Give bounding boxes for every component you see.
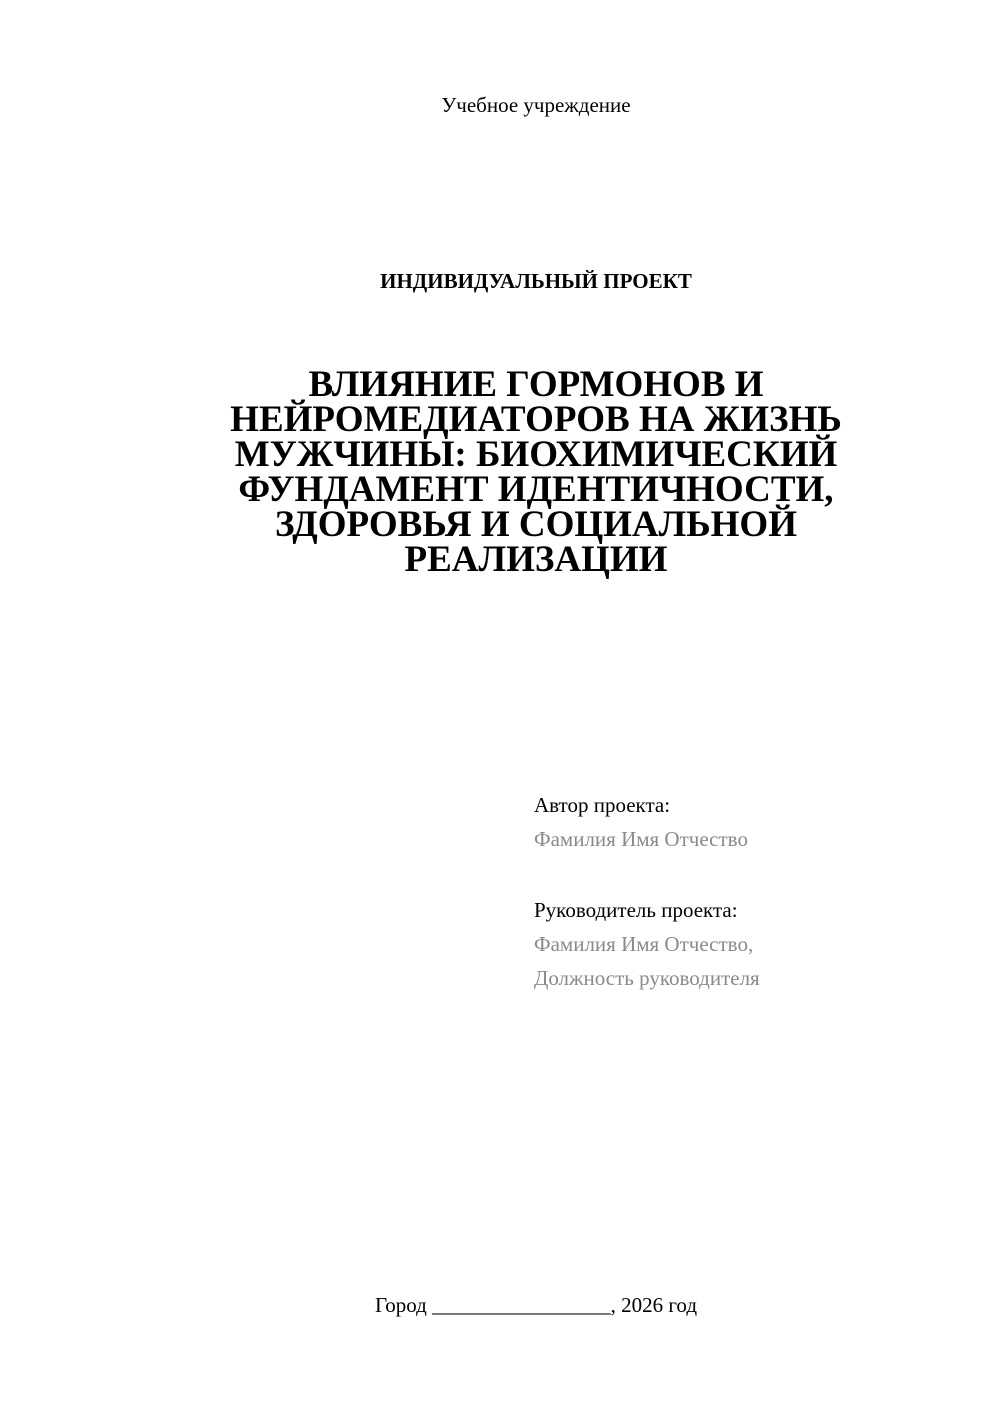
supervisor-position: Должность руководителя: [534, 966, 760, 990]
project-title-line: МУЖЧИНЫ: БИОХИМИЧЕСКИЙ: [234, 434, 838, 475]
supervisor-label: Руководитель проекта:: [534, 898, 738, 922]
project-title-line: ЗДОРОВЬЯ И СОЦИАЛЬНОЙ: [275, 504, 797, 545]
author-name: Фамилия Имя Отчество: [534, 827, 748, 851]
project-title-line: ВЛИЯНИЕ ГОРМОНОВ И: [308, 364, 764, 405]
institution-name: Учебное учреждение: [441, 93, 631, 117]
authors-block: [534, 788, 974, 995]
author-label: Автор проекта:: [534, 793, 671, 817]
project-title-line: РЕАЛИЗАЦИИ: [404, 539, 668, 580]
project-title: [160, 364, 912, 580]
authors-spacer: [534, 856, 974, 893]
city-year-footer: Город _________________, 2026 год: [374, 1293, 698, 1317]
project-title-line: ФУНДАМЕНТ ИДЕНТИЧНОСТИ,: [238, 469, 834, 510]
supervisor-name: Фамилия Имя Отчество,: [534, 932, 754, 956]
project-title-line: НЕЙРОМЕДИАТОРОВ НА ЖИЗНЬ: [230, 399, 842, 440]
project-type-heading: ИНДИВИДУАЛЬНЫЙ ПРОЕКТ: [380, 269, 692, 293]
